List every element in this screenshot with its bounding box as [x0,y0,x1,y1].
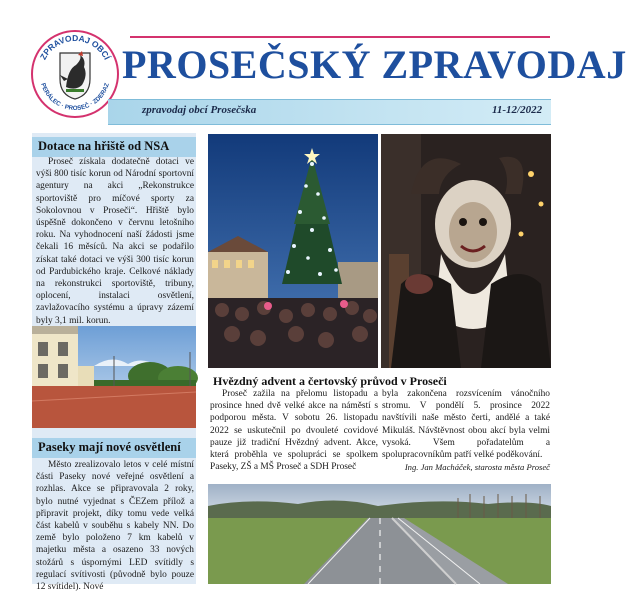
newsletter-subtitle: zpravodaj obcí Prosečska [142,104,257,116]
highway-photo [208,484,551,584]
main-article-col1-text: Proseč zažila na přelomu listopadu a prosince hned dvě velké akce na náměstí s podporou města. V sobotu 26. listopadu 2022 se uskutečnil po dvouleté covidové pauze již tradiční Hvězdný advent. Akce, která proběhla ve spolupráci se spolkem Paseky, ZŠ a MŠ Proseč a SDH Proseč [210,389,378,473]
main-article-col1 [210,388,378,478]
newsletter-title: PROSEČSKÝ ZPRAVODAJ [122,42,627,87]
sidebar-article2-header [32,438,196,458]
sidebar-article1-body [36,156,194,324]
main-article-col2-text: byla zakončena rozsvícením vánočního stromu. V pondělí 5. prosince 2022 navštívili naše město čerti, andělé a také Mikuláš. Návštěvnost obou akcí byla velmi vysoká. Všem pořadatelům a spolupracovníkům patří velké poděkování. [382,389,550,461]
sidebar-article1-title: Dotace na hřiště od NSA [38,139,170,153]
sidebar-article2-body [36,459,194,593]
sidebar-article1-text: Proseč získala dodatečně dotaci ve výši 800 tisíc korun od Národní sportovní agentury na akci „Rekonstrukce sportoviště pro míčové sporty za Sokolovnou v Proseči“. Hřiště bylo úspěšně dokončeno v červnu letošního roku. Na vyhodnocení naší žádosti jsme čekali 16 měsíců. Na akci se podařilo získat také dotaci ve výši 300 tisíc korun od Pardubického kraje. Celkové náklady na rekonstrukci sportoviště, tribuny, oplocení, instalaci osvětlení, zavlažovacího systému a úpravy zázemí byly 3,1 mil. korun. [36,157,194,326]
svg-text:PERÁLEC · PROSEČ · ZDERAZ: PERÁLEC · PROSEČ · ZDERAZ [39,82,111,113]
sports-field-photo [32,326,196,428]
sidebar-article2-text: Město zrealizovalo letos v celé místní části Paseky nové veřejné osvětlení a rozhlas. Akce se připravovala 2 roky, bylo nutné vyjednat s ČEZem přílož a připravit projekt, díky tomu vede velká část kabelů v souběhu s kabely NN. Do země bylo položeno 7 km kabelů v majetku města a osazeno 33 nových stožárů s úspornými LED svítidly s regulací svítivosti (původně bylo pouze 12 svítidel). Nové [36,460,194,593]
issue-number: 11-12/2022 [492,104,543,116]
svg-text:ZPRAVODAJ OBCÍ: ZPRAVODAJ OBCÍ [37,32,113,62]
devil-parade-photo [381,134,551,368]
christmas-tree-photo [208,134,378,368]
town-logo [30,29,120,119]
main-article-col2 [382,388,550,478]
main-article-title: Hvězdný advent a čertovský průvod v Proseči [213,374,447,388]
sidebar-article1-header [32,137,196,157]
main-article-signature: Ing. Jan Macháček, starosta města Proseč [404,462,550,473]
sidebar-article2-title: Paseky mají nové osvětlení [38,440,181,454]
